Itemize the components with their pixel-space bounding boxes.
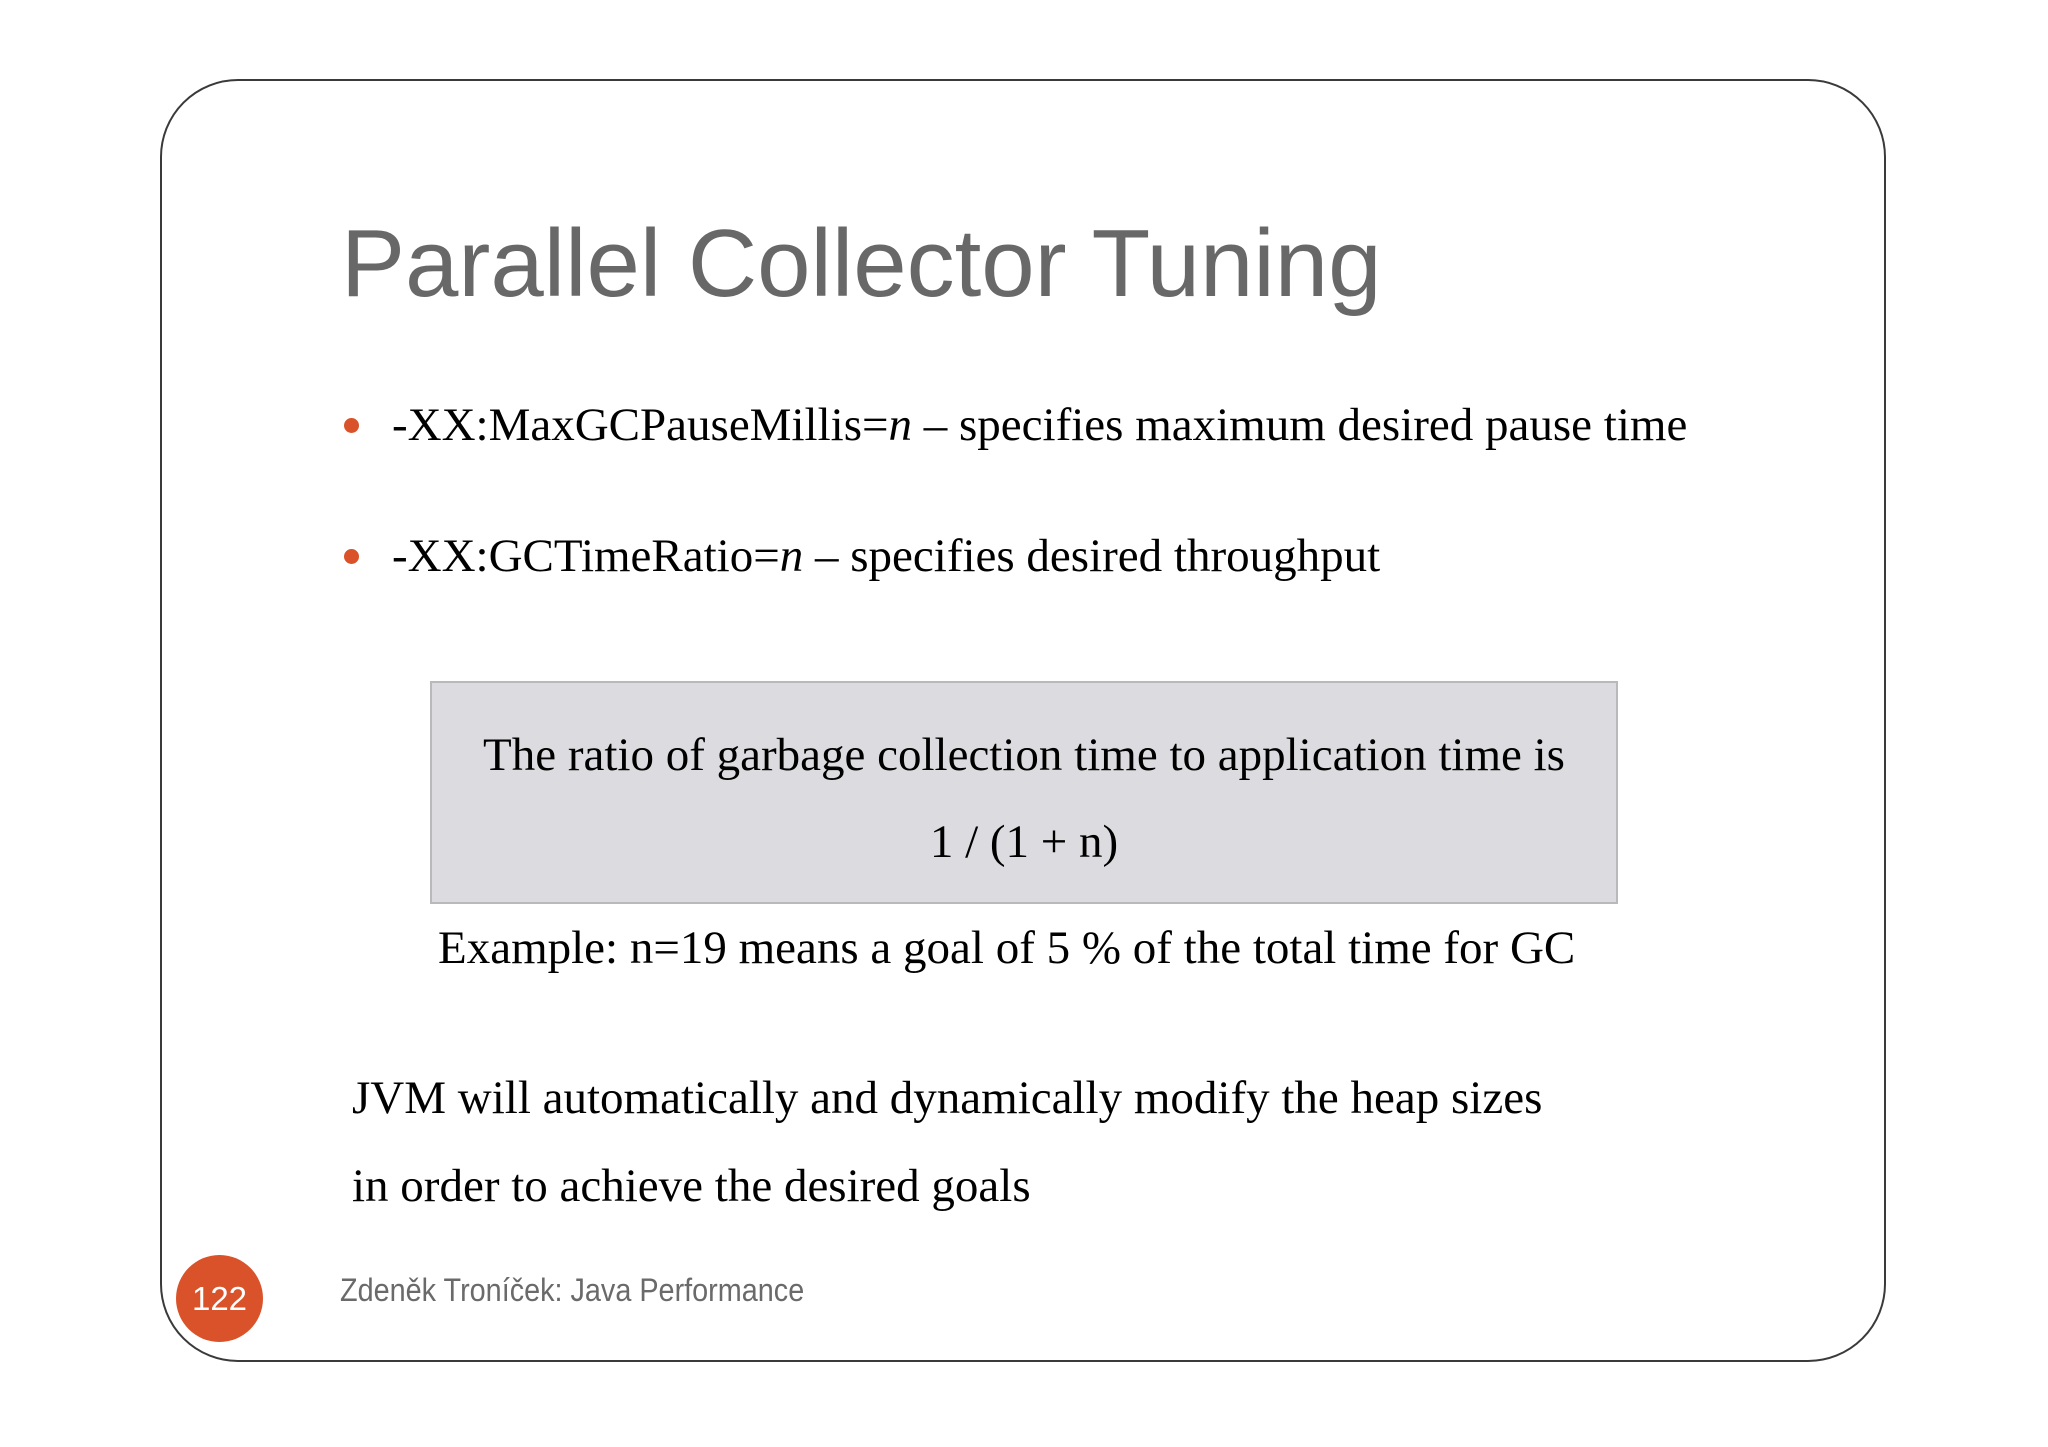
bullet-item-max-gc-pause xyxy=(392,397,1687,453)
formula-text: The ratio of garbage collection time to application time is xyxy=(483,729,1565,781)
bullet-param: n xyxy=(888,399,913,451)
page-number-badge: 122 xyxy=(176,1255,263,1342)
bullet-marker xyxy=(344,549,359,564)
footer-text: Zdeněk Troníček: Java Performance xyxy=(340,1272,805,1308)
bullet-option: -XX:MaxGCPauseMillis= xyxy=(392,399,889,451)
bullet-description: – specifies desired throughput xyxy=(803,530,1381,582)
example-text: Example: n=19 means a goal of 5 % of the total time for GC xyxy=(438,922,1576,974)
formula-box xyxy=(430,681,1618,904)
bullet-marker xyxy=(344,418,359,433)
note-line-2: in order to achieve the desired goals xyxy=(352,1160,1031,1212)
slide-title: Parallel Collector Tuning xyxy=(341,210,1382,317)
note-line-1: JVM will automatically and dynamically modify the heap sizes xyxy=(352,1072,1543,1124)
bullet-param: n xyxy=(779,530,804,582)
bullet-option: -XX:GCTimeRatio= xyxy=(392,530,780,582)
bullet-item-gc-time-ratio xyxy=(392,528,1380,584)
formula-expression: 1 / (1 + n) xyxy=(929,816,1119,868)
bullet-description: – specifies maximum desired pause time xyxy=(912,399,1688,451)
